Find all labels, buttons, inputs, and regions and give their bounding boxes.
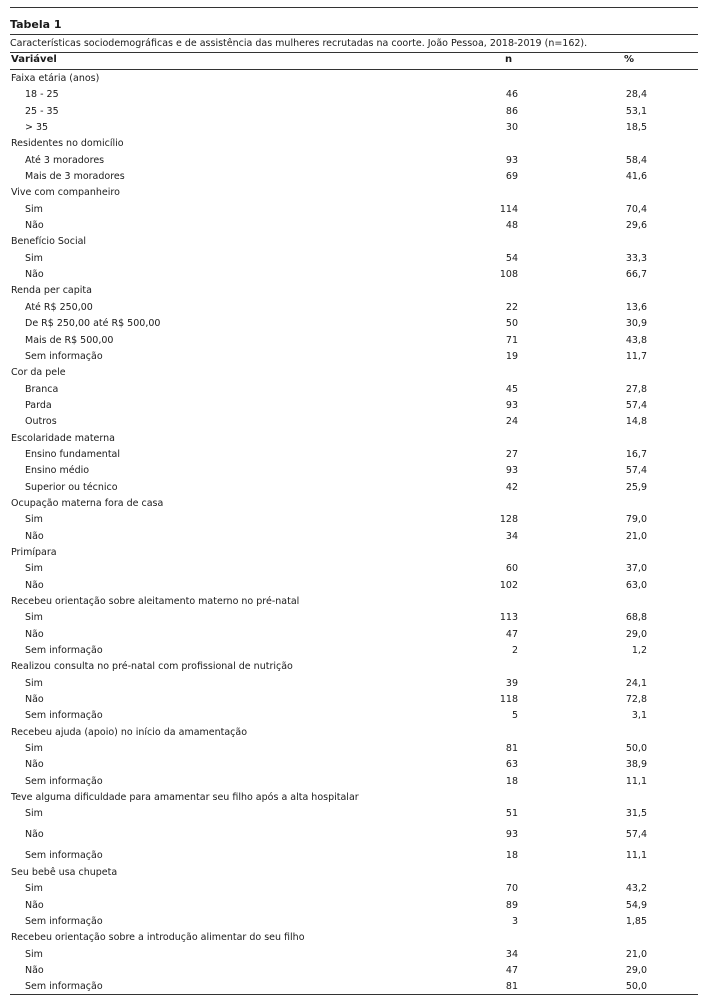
row-pct: 43,8 xyxy=(625,334,647,346)
row-n: 118 xyxy=(499,694,518,706)
row-label: Não xyxy=(25,829,44,841)
table-row xyxy=(10,626,698,642)
row-n: 18 xyxy=(505,775,518,787)
table-row xyxy=(10,397,698,413)
row-n: 93 xyxy=(505,829,518,841)
group-row xyxy=(10,233,698,249)
row-pct: 11,1 xyxy=(625,775,647,787)
row-n: 46 xyxy=(505,89,518,101)
row-n: 39 xyxy=(505,677,518,689)
row-pct: 79,0 xyxy=(625,514,647,526)
row-label: Sem informação xyxy=(25,915,103,927)
row-n: 113 xyxy=(499,612,518,624)
table-caption: Características sociodemográficas e de assistência das mulheres recrutadas na coorte. João Pessoa, 2018-2019 (n=162). xyxy=(10,38,588,49)
header-pct: % xyxy=(624,54,635,65)
table-row xyxy=(10,348,698,364)
row-pct: 50,0 xyxy=(625,743,647,755)
row-n: 102 xyxy=(499,579,518,591)
row-n: 24 xyxy=(505,416,518,428)
row-label: Não xyxy=(25,899,44,911)
row-pct: 70,4 xyxy=(625,203,647,215)
group-label: Seu bebê usa chupeta xyxy=(11,866,118,878)
table-row xyxy=(10,201,698,217)
header-variable: Variável xyxy=(11,54,57,65)
row-n: 47 xyxy=(505,964,518,976)
row-label: Não xyxy=(25,694,44,706)
row-pct: 57,4 xyxy=(625,399,647,411)
group-row xyxy=(10,70,698,86)
table-header xyxy=(10,54,698,68)
table-row xyxy=(10,479,698,495)
row-label: Até R$ 250,00 xyxy=(25,301,93,313)
row-pct: 30,9 xyxy=(625,318,647,330)
group-label: Ocupação materna fora de casa xyxy=(11,497,164,509)
row-n: 19 xyxy=(505,350,518,362)
row-pct: 54,9 xyxy=(625,899,647,911)
table-row xyxy=(10,847,698,863)
row-pct: 21,0 xyxy=(625,530,647,542)
group-row xyxy=(10,135,698,151)
row-label: Mais de 3 moradores xyxy=(25,171,125,183)
top-rule xyxy=(10,7,698,8)
row-pct: 72,8 xyxy=(625,694,647,706)
row-label: 18 - 25 xyxy=(25,89,59,101)
row-n: 114 xyxy=(499,203,518,215)
table-row xyxy=(10,897,698,913)
row-pct: 29,0 xyxy=(625,964,647,976)
row-label: Sem informação xyxy=(25,350,103,362)
table-row xyxy=(10,511,698,527)
group-label: Recebeu ajuda (apoio) no início da amamentação xyxy=(11,726,248,738)
row-label: Não xyxy=(25,964,44,976)
caption-rule xyxy=(10,52,698,53)
table-row xyxy=(10,86,698,102)
group-label: Recebeu orientação sobre a introdução alimentar do seu filho xyxy=(11,932,305,944)
group-row xyxy=(10,184,698,200)
table-row xyxy=(10,740,698,756)
table-row xyxy=(10,805,698,826)
table-row xyxy=(10,946,698,962)
row-pct: 18,5 xyxy=(625,122,647,134)
table-row xyxy=(10,773,698,789)
row-n: 5 xyxy=(511,710,518,722)
row-label: Sim xyxy=(25,948,43,960)
group-label: Escolaridade materna xyxy=(11,432,115,444)
row-pct: 24,1 xyxy=(625,677,647,689)
group-row xyxy=(10,724,698,740)
row-pct: 1,2 xyxy=(631,645,647,657)
table-row xyxy=(10,446,698,462)
table-row xyxy=(10,642,698,658)
row-pct: 57,4 xyxy=(625,829,647,841)
table-body xyxy=(10,70,698,995)
group-label: Cor da pele xyxy=(11,367,66,379)
group-row xyxy=(10,658,698,674)
row-label: Sem informação xyxy=(25,645,103,657)
row-pct: 37,0 xyxy=(625,563,647,575)
row-pct: 29,6 xyxy=(625,220,647,232)
row-pct: 33,3 xyxy=(625,252,647,264)
row-n: 70 xyxy=(505,883,518,895)
table-row xyxy=(10,880,698,896)
row-label: Sim xyxy=(25,252,43,264)
group-row xyxy=(10,430,698,446)
group-row xyxy=(10,929,698,945)
header-n: n xyxy=(505,54,513,65)
row-pct: 16,7 xyxy=(625,448,647,460)
row-n: 86 xyxy=(505,105,518,117)
row-label: Não xyxy=(25,579,44,591)
table-row xyxy=(10,266,698,282)
row-label: Sim xyxy=(25,563,43,575)
row-n: 48 xyxy=(505,220,518,232)
row-label: Não xyxy=(25,530,44,542)
row-n: 27 xyxy=(505,448,518,460)
row-label: Sim xyxy=(25,743,43,755)
group-row xyxy=(10,282,698,298)
row-label: Branca xyxy=(25,383,59,395)
row-label: Sim xyxy=(25,612,43,624)
table-row xyxy=(10,707,698,723)
row-n: 18 xyxy=(505,850,518,862)
row-n: 50 xyxy=(505,318,518,330)
table-row xyxy=(10,978,698,994)
row-n: 69 xyxy=(505,171,518,183)
row-pct: 11,1 xyxy=(625,850,647,862)
row-n: 2 xyxy=(511,645,518,657)
row-n: 30 xyxy=(505,122,518,134)
row-n: 51 xyxy=(505,808,518,820)
group-label: Residentes no domicílio xyxy=(11,138,124,150)
row-label: Sem informação xyxy=(25,850,103,862)
row-pct: 57,4 xyxy=(625,465,647,477)
row-label: Parda xyxy=(25,399,52,411)
group-label: Realizou consulta no pré-natal com profissional de nutrição xyxy=(11,661,293,673)
table-row xyxy=(10,250,698,266)
row-n: 22 xyxy=(505,301,518,313)
title-rule xyxy=(10,34,698,35)
group-row xyxy=(10,364,698,380)
row-pct: 41,6 xyxy=(625,171,647,183)
row-n: 81 xyxy=(505,743,518,755)
row-label: Ensino fundamental xyxy=(25,448,121,460)
group-label: Vive com companheiro xyxy=(11,187,120,199)
row-label: Sim xyxy=(25,883,43,895)
row-label: Não xyxy=(25,628,44,640)
group-row xyxy=(10,544,698,560)
group-label: Renda per capita xyxy=(11,285,92,297)
row-n: 71 xyxy=(505,334,518,346)
row-n: 93 xyxy=(505,154,518,166)
row-label: Mais de R$ 500,00 xyxy=(25,334,114,346)
table-row xyxy=(10,332,698,348)
table-row xyxy=(10,103,698,119)
table-row xyxy=(10,119,698,135)
row-pct: 21,0 xyxy=(625,948,647,960)
table-row xyxy=(10,217,698,233)
group-row xyxy=(10,864,698,880)
row-pct: 1,85 xyxy=(625,915,647,927)
table-row xyxy=(10,413,698,429)
row-label: Sim xyxy=(25,203,43,215)
row-label: Não xyxy=(25,269,44,281)
row-n: 93 xyxy=(505,399,518,411)
group-label: Recebeu orientação sobre aleitamento materno no pré-natal xyxy=(11,596,300,607)
row-n: 108 xyxy=(499,269,518,281)
row-pct: 38,9 xyxy=(625,759,647,771)
row-n: 63 xyxy=(505,759,518,771)
row-pct: 28,4 xyxy=(625,89,647,101)
table-row xyxy=(10,299,698,315)
row-n: 93 xyxy=(505,465,518,477)
table-row xyxy=(10,913,698,929)
table-row xyxy=(10,462,698,478)
table-row xyxy=(10,962,698,978)
row-n: 3 xyxy=(511,915,518,927)
row-label: > 35 xyxy=(25,122,49,134)
row-label: Sim xyxy=(25,808,43,820)
group-label: Primípara xyxy=(11,546,57,558)
row-n: 34 xyxy=(505,948,518,960)
group-label: Teve alguma dificuldade para amamentar seu filho após a alta hospitalar xyxy=(11,792,359,804)
row-pct: 29,0 xyxy=(625,628,647,640)
row-n: 81 xyxy=(505,981,518,993)
row-n: 42 xyxy=(505,481,518,493)
row-label: Sem informação xyxy=(25,710,103,722)
row-pct: 3,1 xyxy=(631,710,647,722)
row-pct: 43,2 xyxy=(625,883,647,895)
table-row xyxy=(10,315,698,331)
row-n: 60 xyxy=(505,563,518,575)
row-n: 34 xyxy=(505,530,518,542)
row-label: 25 - 35 xyxy=(25,105,59,117)
table-row xyxy=(10,152,698,168)
row-label: Ensino médio xyxy=(25,465,90,477)
row-label: Sim xyxy=(25,677,43,689)
row-pct: 68,8 xyxy=(625,612,647,624)
row-label: Superior ou técnico xyxy=(25,481,118,493)
row-n: 89 xyxy=(505,899,518,911)
table-row xyxy=(10,691,698,707)
table-row xyxy=(10,756,698,772)
row-n: 54 xyxy=(505,252,518,264)
row-pct: 63,0 xyxy=(625,579,647,591)
group-row xyxy=(10,789,698,805)
table-title: Tabela 1 xyxy=(10,18,62,31)
table-row xyxy=(10,826,698,847)
row-n: 47 xyxy=(505,628,518,640)
row-pct: 58,4 xyxy=(625,154,647,166)
row-n: 128 xyxy=(499,514,518,526)
group-label: Benefício Social xyxy=(11,236,87,248)
row-pct: 66,7 xyxy=(625,269,647,281)
table-row xyxy=(10,381,698,397)
table-row xyxy=(10,609,698,625)
table-row xyxy=(10,168,698,184)
row-label: Outros xyxy=(25,416,57,428)
row-label: Não xyxy=(25,220,44,232)
row-pct: 14,8 xyxy=(625,416,647,428)
row-pct: 25,9 xyxy=(625,481,647,493)
table-row xyxy=(10,528,698,544)
table-row xyxy=(10,577,698,593)
row-label: Sem informação xyxy=(25,775,103,787)
row-pct: 13,6 xyxy=(625,301,647,313)
row-label: Sim xyxy=(25,514,43,526)
row-pct: 27,8 xyxy=(625,383,647,395)
row-label: Não xyxy=(25,759,44,771)
row-pct: 50,0 xyxy=(625,981,647,993)
table-row xyxy=(10,675,698,691)
row-pct: 11,7 xyxy=(625,350,647,362)
bottom-rule xyxy=(10,994,698,995)
group-label: Faixa etária (anos) xyxy=(11,73,100,84)
row-n: 45 xyxy=(505,383,518,395)
row-pct: 53,1 xyxy=(625,105,647,117)
row-label: De R$ 250,00 até R$ 500,00 xyxy=(25,318,161,330)
table-row xyxy=(10,560,698,576)
group-row xyxy=(10,495,698,511)
row-pct: 31,5 xyxy=(625,808,647,820)
row-label: Até 3 moradores xyxy=(25,154,105,166)
group-row xyxy=(10,593,698,609)
row-label: Sem informação xyxy=(25,981,103,993)
